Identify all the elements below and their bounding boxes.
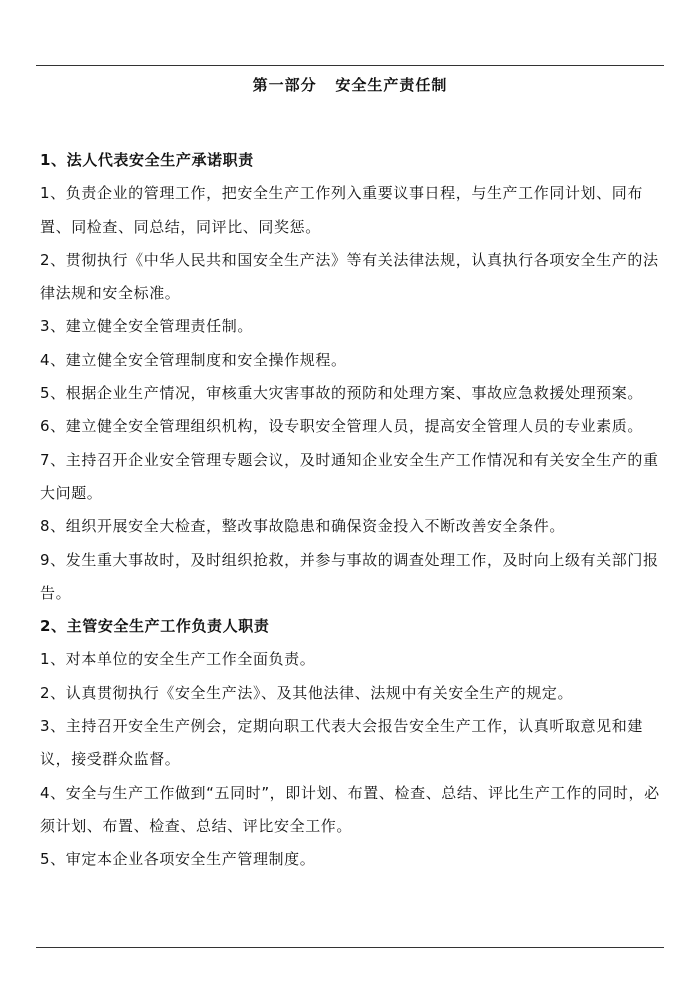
page-title: 第一部分 安全生产责任制: [252, 76, 448, 94]
top-rule: [36, 65, 664, 66]
paragraph: 9、发生重大事故时，及时组织抢救，并参与事故的调查处理工作，及时向上级有关部门报告。: [40, 550, 659, 602]
paragraph: 4、建立健全安全管理制度和安全操作规程。: [40, 350, 347, 369]
paragraph: 1、负责企业的管理工作，把安全生产工作列入重要议事日程，与生产工作同计划、同布置、同检查、同总结，同评比、同奖惩。: [40, 184, 643, 236]
paragraph: 5、根据企业生产情况，审核重大灾害事故的预防和处理方案、事故应急救援处理预案。: [40, 384, 643, 403]
paragraph: 7、主持召开企业安全管理专题会议，及时通知企业安全生产工作情况和有关安全生产的重大问题。: [40, 450, 659, 502]
paragraph: 3、主持召开安全生产例会，定期向职工代表大会报告安全生产工作，认真听取意见和建议，接受群众监督。: [40, 717, 643, 769]
paragraph: 8、组织开展安全大检查，整改事故隐患和确保资金投入不断改善安全条件。: [40, 517, 565, 536]
bottom-rule: [36, 947, 664, 948]
document-body: [40, 144, 666, 877]
section-heading-legal-representative: 1、法人代表安全生产承诺职责: [40, 151, 254, 169]
paragraph: 4、安全与生产工作做到“五同时”，即计划、布置、检查、总结、评比生产工作的同时，必须计划、布置、检查、总结、评比安全工作。: [40, 783, 660, 835]
paragraph: 3、建立健全安全管理责任制。: [40, 317, 253, 336]
paragraph: 6、建立健全安全管理组织机构，设专职安全管理人员，提高安全管理人员的专业素质。: [40, 417, 643, 436]
paragraph: 2、认真贯彻执行《安全生产法》、及其他法律、法规中有关安全生产的规定。: [40, 683, 574, 702]
section-heading-safety-manager: 2、主管安全生产工作负责人职责: [40, 617, 270, 636]
paragraph: 2、贯彻执行《中华人民共和国安全生产法》等有关法律法规，认真执行各项安全生产的法律法规和安全标准。: [40, 250, 659, 303]
paragraph: 5、审定本企业各项安全生产管理制度。: [40, 850, 316, 869]
paragraph: 1、对本单位的安全生产工作全面负责。: [40, 650, 316, 669]
